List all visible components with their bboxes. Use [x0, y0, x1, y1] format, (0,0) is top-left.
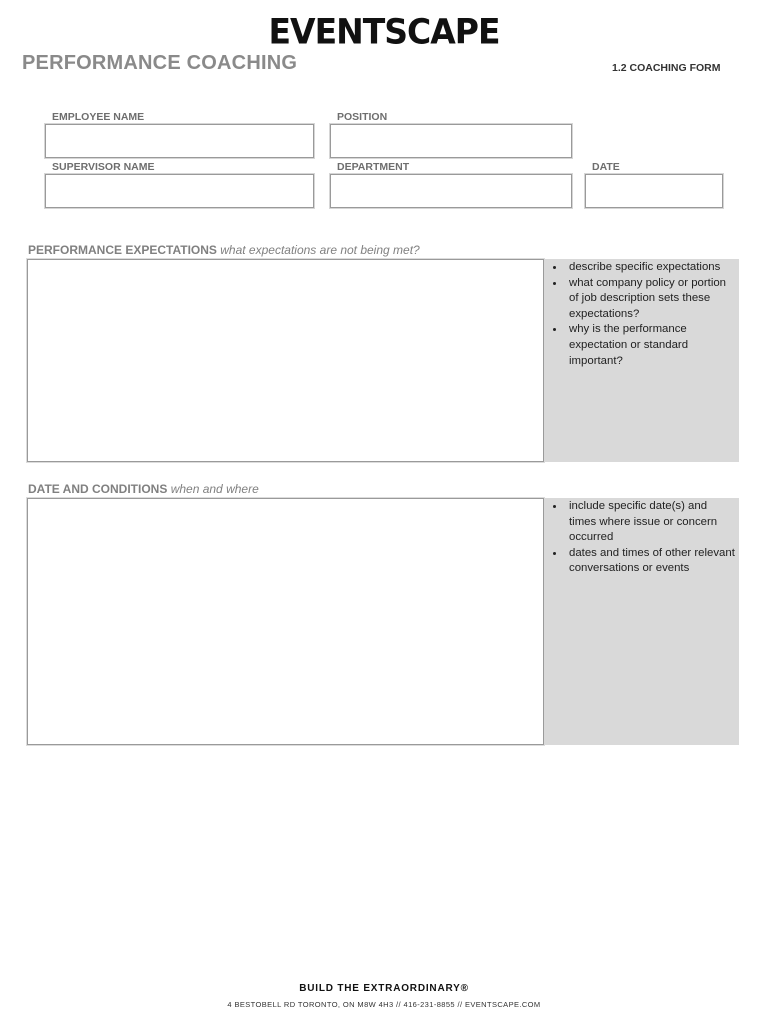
date-conditions-heading [28, 482, 259, 496]
date-conditions-title: DATE AND CONDITIONS [28, 482, 168, 496]
form-number: 1.2 COACHING FORM [612, 62, 721, 74]
footer-tagline: BUILD THE EXTRAORDINARY® [299, 983, 469, 994]
employee-name-label: EMPLOYEE NAME [52, 111, 145, 123]
supervisor-name-label: SUPERVISOR NAME [52, 161, 155, 173]
hint-item: why is the performance expectation or standard important? [550, 322, 735, 369]
department-label: DEPARTMENT [337, 161, 410, 173]
performance-expectations-prompt: what expectations are not being met? [220, 243, 420, 257]
date-conditions-textarea[interactable] [27, 498, 544, 745]
hint-item: describe specific expectations [550, 260, 735, 276]
footer-address: 4 BESTOBELL RD TORONTO, ON M8W 4H3 // 416-231-8855 // EVENTSCAPE.COM [227, 1000, 541, 1009]
performance-expectations-heading [28, 243, 420, 257]
performance-expectations-title: PERFORMANCE EXPECTATIONS [28, 243, 217, 257]
date-field[interactable] [585, 174, 723, 208]
hint-item: what company policy or portion of job description sets these expectations? [550, 276, 735, 323]
performance-expectations-textarea[interactable] [27, 259, 544, 462]
eventscape-logo: EVENTSCAPE [268, 11, 500, 52]
employee-name-field[interactable] [45, 124, 314, 158]
hint-item: dates and times of other relevant conversations or events [550, 546, 735, 577]
department-field[interactable] [330, 174, 572, 208]
page-title: PERFORMANCE COACHING [22, 52, 298, 74]
date-conditions-hints [544, 498, 739, 745]
hint-item: include specific date(s) and times where issue or concern occurred [550, 499, 735, 546]
date-label: DATE [592, 161, 620, 173]
date-conditions-prompt: when and where [170, 482, 259, 496]
position-label: POSITION [337, 111, 388, 123]
supervisor-name-field[interactable] [45, 174, 314, 208]
performance-expectations-hints [544, 259, 739, 462]
position-field[interactable] [330, 124, 572, 158]
